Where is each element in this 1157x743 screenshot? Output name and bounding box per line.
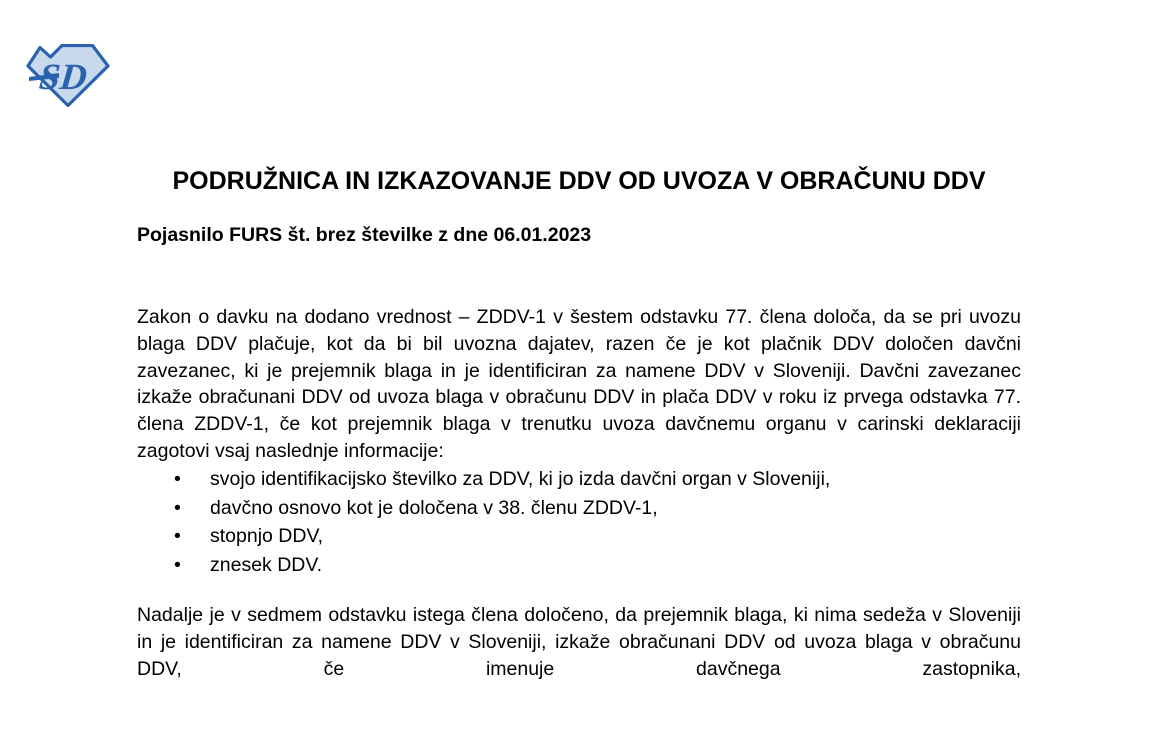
list-item: • znesek DDV.: [210, 551, 1021, 580]
paragraph-intro: Zakon o davku na dodano vrednost – ZDDV-1 v šestem odstavku 77. člena določa, da se pri uvozu blaga DDV plačuje, kot da bi bil uvozna dajatev, razen če je kot plačnik DDV določen davčni zavezanec, ki je prejemnik blaga in je identificiran za namene DDV v Sloveniji. Davčni zavezanec izkaže obračunani DDV od uvoza blaga v obračunu DDV in plača DDV v roku iz prvega odstavka 77. člena ZDDV-1, če kot prejemnik blaga v trenutku uvoza davčnemu organu v carinski deklaraciji zagotovi vsaj naslednje informacije:: [137, 306, 1021, 462]
paragraph-continuation: Nadalje je v sedmem odstavku istega člena določeno, da prejemnik blaga, ki nima sedeža v Sloveniji in je identificiran za namene DDV v Sloveniji, izkaže obračunani DDV od uvoza blaga v obračunu DDV, če imenuje davčnega zastopnika,: [137, 603, 1021, 680]
required-info-list: [137, 465, 1021, 580]
subtitle: Pojasnilo FURS št. brez številke z dne 06.01.2023: [137, 224, 592, 246]
logo: [26, 44, 110, 107]
logo-letters: SD: [37, 57, 89, 98]
page-title: PODRUŽNICA IN IZKAZOVANJE DDV OD UVOZA V OBRAČUNU DDV: [172, 167, 986, 195]
document-content: [137, 0, 1021, 682]
list-item: • svojo identifikacijsko številko za DDV, ki jo izda davčni organ v Sloveniji,: [210, 465, 1021, 494]
list-item: • davčno osnovo kot je določena v 38. členu ZDDV-1,: [210, 494, 1021, 523]
sd-diamond-logo-icon: [26, 44, 110, 107]
list-item: • stopnjo DDV,: [210, 522, 1021, 551]
